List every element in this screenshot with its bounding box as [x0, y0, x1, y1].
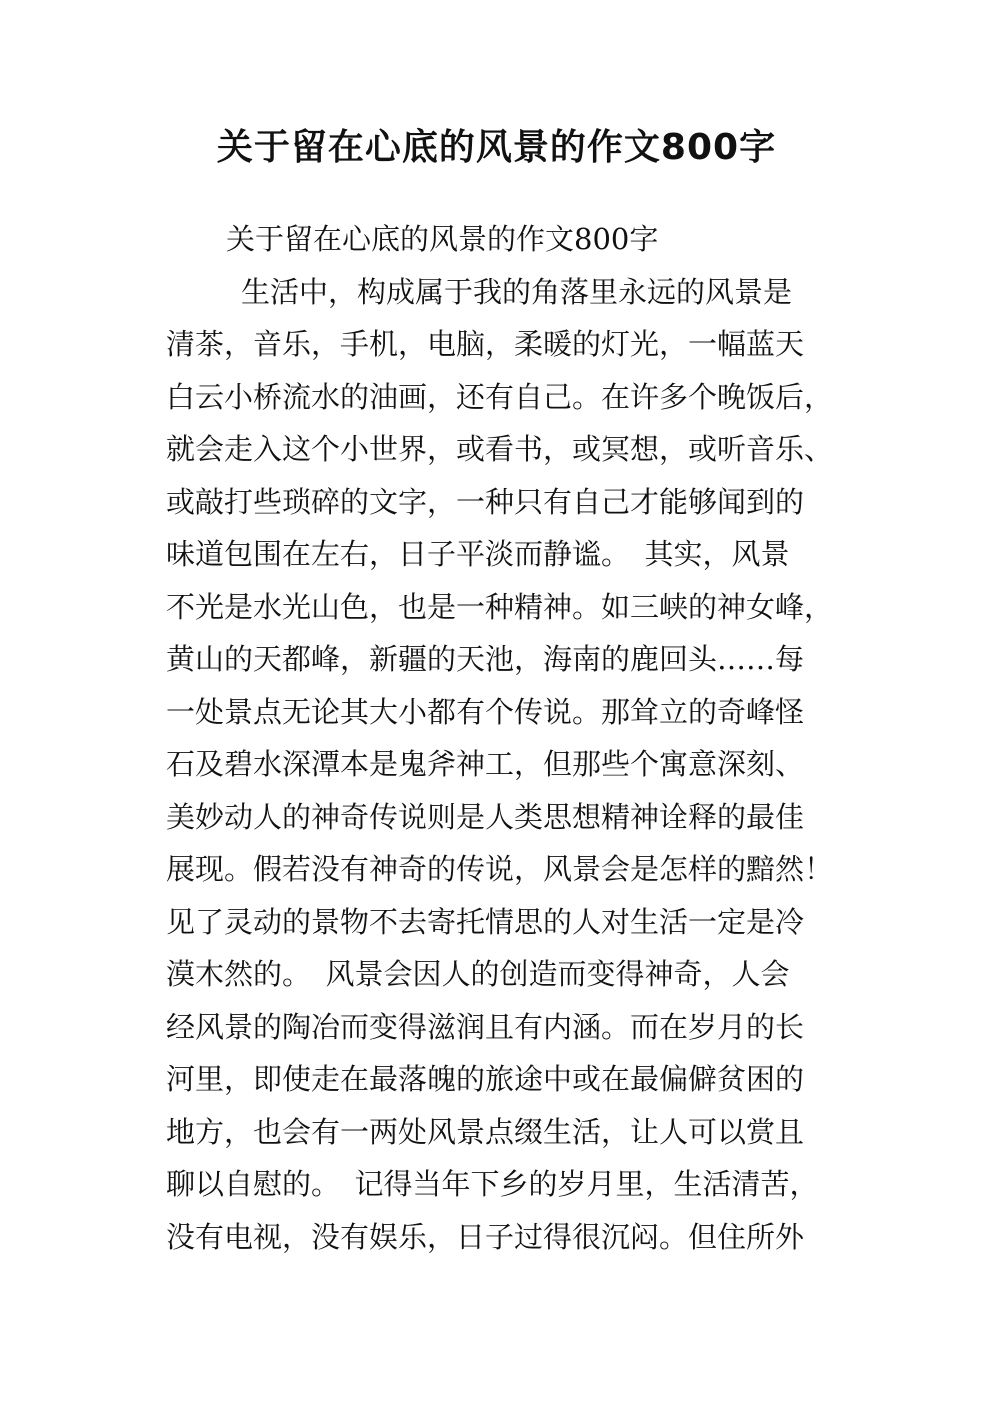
paragraph-line: 黄山的天都峰，新疆的天池，海南的鹿回头……每	[166, 642, 805, 676]
paragraph-line: 聊以自慰的。 记得当年下乡的岁月里，生活清苦，	[166, 1167, 819, 1201]
paragraph-line: 清茶，音乐，手机，电脑，柔暖的灯光，一幅蓝天	[166, 327, 805, 361]
paragraph-line: 没有电视，没有娱乐，日子过得很沉闷。但住所外	[166, 1219, 805, 1254]
paragraph-line: 漠木然的。 风景会因人的创造而变得神奇，人会	[166, 957, 790, 991]
paragraph-line: 或敲打些琐碎的文字，一种只有自己才能够闻到的	[166, 484, 805, 519]
paragraph-line: 白云小桥流水的油画，还有自己。在许多个晚饭后，	[166, 379, 834, 414]
paragraph-line: 地方，也会有一两处风景点缀生活，让人可以赏且	[166, 1114, 805, 1149]
body-subtitle-line: 关于留在心底的风景的作文800字	[226, 222, 659, 256]
document-body	[166, 213, 846, 1263]
paragraph-line: 味道包围在左右，日子平淡而静谧。 其实，风景	[166, 537, 790, 571]
paragraph-line: 一处景点无论其大小都有个传说。那耸立的奇峰怪	[166, 694, 805, 729]
paragraph-line: 展现。假若没有神奇的传说，风景会是怎样的黯然！	[166, 852, 834, 886]
paragraph-line: 就会走入这个小世界，或看书，或冥想，或听音乐、	[166, 432, 834, 466]
paragraph-line: 经风景的陶冶而变得滋润且有内涵。而在岁月的长	[166, 1009, 805, 1044]
document-title: 关于留在心底的风景的作文800字	[216, 127, 777, 168]
paragraph-first-line: 生活中，构成属于我的角落里永远的风景是	[241, 274, 793, 309]
paragraph-line: 不光是水光山色，也是一种精神。如三峡的神女峰，	[166, 589, 834, 624]
paragraph-line: 河里，即使走在最落魄的旅途中或在最偏僻贫困的	[166, 1062, 805, 1096]
paragraph-line: 石及碧水深潭本是鬼斧神工，但那些个寓意深刻、	[166, 747, 805, 781]
paragraph-line: 美妙动人的神奇传说则是人类思想精神诠释的最佳	[166, 799, 805, 834]
paragraph-line: 见了灵动的景物不去寄托情思的人对生活一定是冷	[166, 904, 805, 939]
